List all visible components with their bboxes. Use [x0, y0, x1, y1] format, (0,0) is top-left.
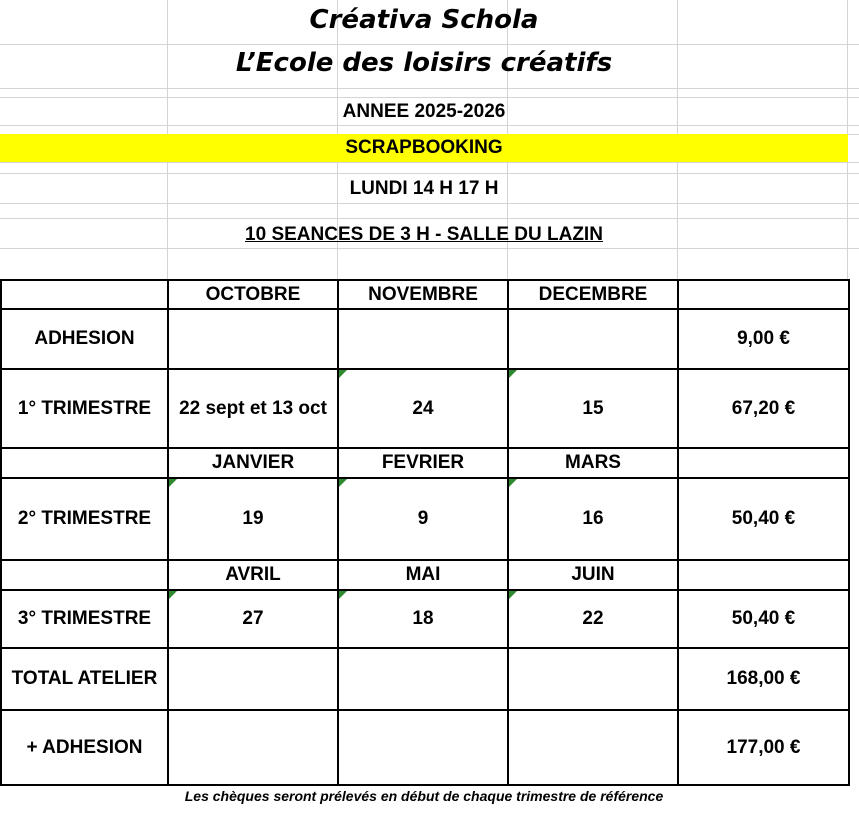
month-header: JUIN [508, 560, 678, 590]
empty-cell [338, 648, 508, 710]
q2-row [1, 478, 849, 560]
empty-cell [338, 710, 508, 785]
months-row-q2 [1, 448, 849, 478]
school-year: ANNEE 2025-2026 [342, 101, 506, 122]
session-date: 19 [168, 478, 338, 560]
row-amount: 168,00 € [678, 648, 849, 710]
session-date: 24 [338, 369, 508, 448]
session-date: 27 [168, 590, 338, 648]
schedule: LUNDI 14 H 17 H [349, 178, 499, 199]
session-date: 9 [338, 478, 508, 560]
empty-cell [678, 280, 849, 309]
adhesion-row [1, 309, 849, 369]
session-date: 15 [508, 369, 678, 448]
total-row [1, 648, 849, 710]
empty-cell [1, 560, 168, 590]
row-label: ADHESION [1, 309, 168, 369]
row-label: 1° TRIMESTRE [1, 369, 168, 448]
session-date: 18 [338, 590, 508, 648]
row-amount: 50,40 € [678, 478, 849, 560]
month-header: MARS [508, 448, 678, 478]
row-label: TOTAL ATELIER [1, 648, 168, 710]
month-header: JANVIER [168, 448, 338, 478]
month-header: AVRIL [168, 560, 338, 590]
month-header: NOVEMBRE [338, 280, 508, 309]
q1-row [1, 369, 849, 448]
session-date: 22 sept et 13 oct [168, 369, 338, 448]
month-header: FEVRIER [338, 448, 508, 478]
empty-cell [338, 309, 508, 369]
total-with-adhesion-row [1, 710, 849, 785]
empty-cell [168, 648, 338, 710]
empty-cell [508, 710, 678, 785]
activity-title: SCRAPBOOKING [345, 137, 503, 158]
empty-cell [168, 710, 338, 785]
q3-row [1, 590, 849, 648]
session-date: 22 [508, 590, 678, 648]
empty-cell [508, 309, 678, 369]
session-date: 16 [508, 478, 678, 560]
row-label: + ADHESION [1, 710, 168, 785]
school-name: Créativa Schola [309, 5, 539, 35]
month-header: OCTOBRE [168, 280, 338, 309]
row-amount: 9,00 € [678, 309, 849, 369]
empty-cell [678, 448, 849, 478]
months-row-q1 [1, 280, 849, 309]
row-amount: 67,20 € [678, 369, 849, 448]
empty-cell [1, 280, 168, 309]
month-header: MAI [338, 560, 508, 590]
month-header: DECEMBRE [508, 280, 678, 309]
school-subtitle: L’Ecole des loisirs créatifs [235, 48, 613, 78]
sessions-info: 10 SEANCES DE 3 H - SALLE DU LAZIN [245, 224, 603, 245]
empty-cell [678, 560, 849, 590]
schedule-table [0, 279, 850, 786]
empty-cell [1, 448, 168, 478]
empty-cell [508, 648, 678, 710]
empty-cell [168, 309, 338, 369]
row-label: 2° TRIMESTRE [1, 478, 168, 560]
row-label: 3° TRIMESTRE [1, 590, 168, 648]
footer-note: Les chèques seront prélevés en début de chaque trimestre de référence [184, 788, 664, 804]
row-amount: 177,00 € [678, 710, 849, 785]
row-amount: 50,40 € [678, 590, 849, 648]
months-row-q3 [1, 560, 849, 590]
